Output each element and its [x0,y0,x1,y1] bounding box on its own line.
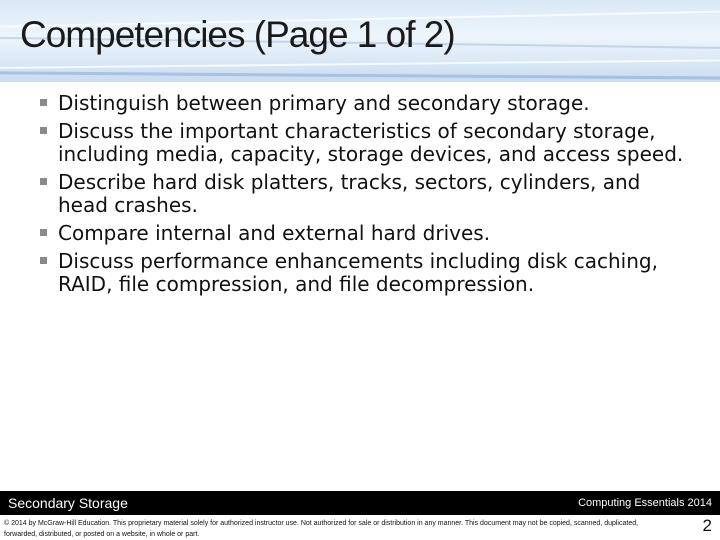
bullet-text: Distinguish between primary and secondary storage. [58,91,590,115]
square-bullet-icon [40,99,47,106]
bullet-item [40,222,690,245]
bullet-item [40,92,690,115]
square-bullet-icon [40,229,47,236]
bullet-text: Discuss the important characteristics of secondary storage, including media, capacity, storage devices, and access speed. [58,119,684,166]
bullet-text: Describe hard disk platters, tracks, sectors, cylinders, and head crashes. [58,170,641,217]
bullet-text: Discuss performance enhancements including disk caching, RAID, file compression, and file decompression. [58,249,658,296]
footer-bar [0,491,720,515]
copyright-notice: © 2014 by McGraw-Hill Education. This proprietary material solely for authorized instructor use. Not authorized for sale or distribution in any manner. This document may not be copied, scanned, duplicated, forwarded, distributed, or posted on a website, in whole or part. [4,520,639,538]
bullet-item [40,120,690,166]
bullet-item [40,171,690,217]
banner-streak [0,71,720,80]
bullet-text: Compare internal and external hard drives. [58,221,491,245]
footer-course-title: Computing Essentials 2014 [578,497,712,509]
slide-title: Competencies (Page 1 of 2) [20,14,455,55]
banner-streak [0,59,720,70]
bullet-list [40,92,690,301]
square-bullet-icon [40,257,47,264]
footer-section-title: Secondary Storage [8,495,128,511]
title-banner [0,0,720,82]
square-bullet-icon [40,127,47,134]
bullet-item [40,250,690,296]
square-bullet-icon [40,178,47,185]
page-number: 2 [702,516,712,535]
